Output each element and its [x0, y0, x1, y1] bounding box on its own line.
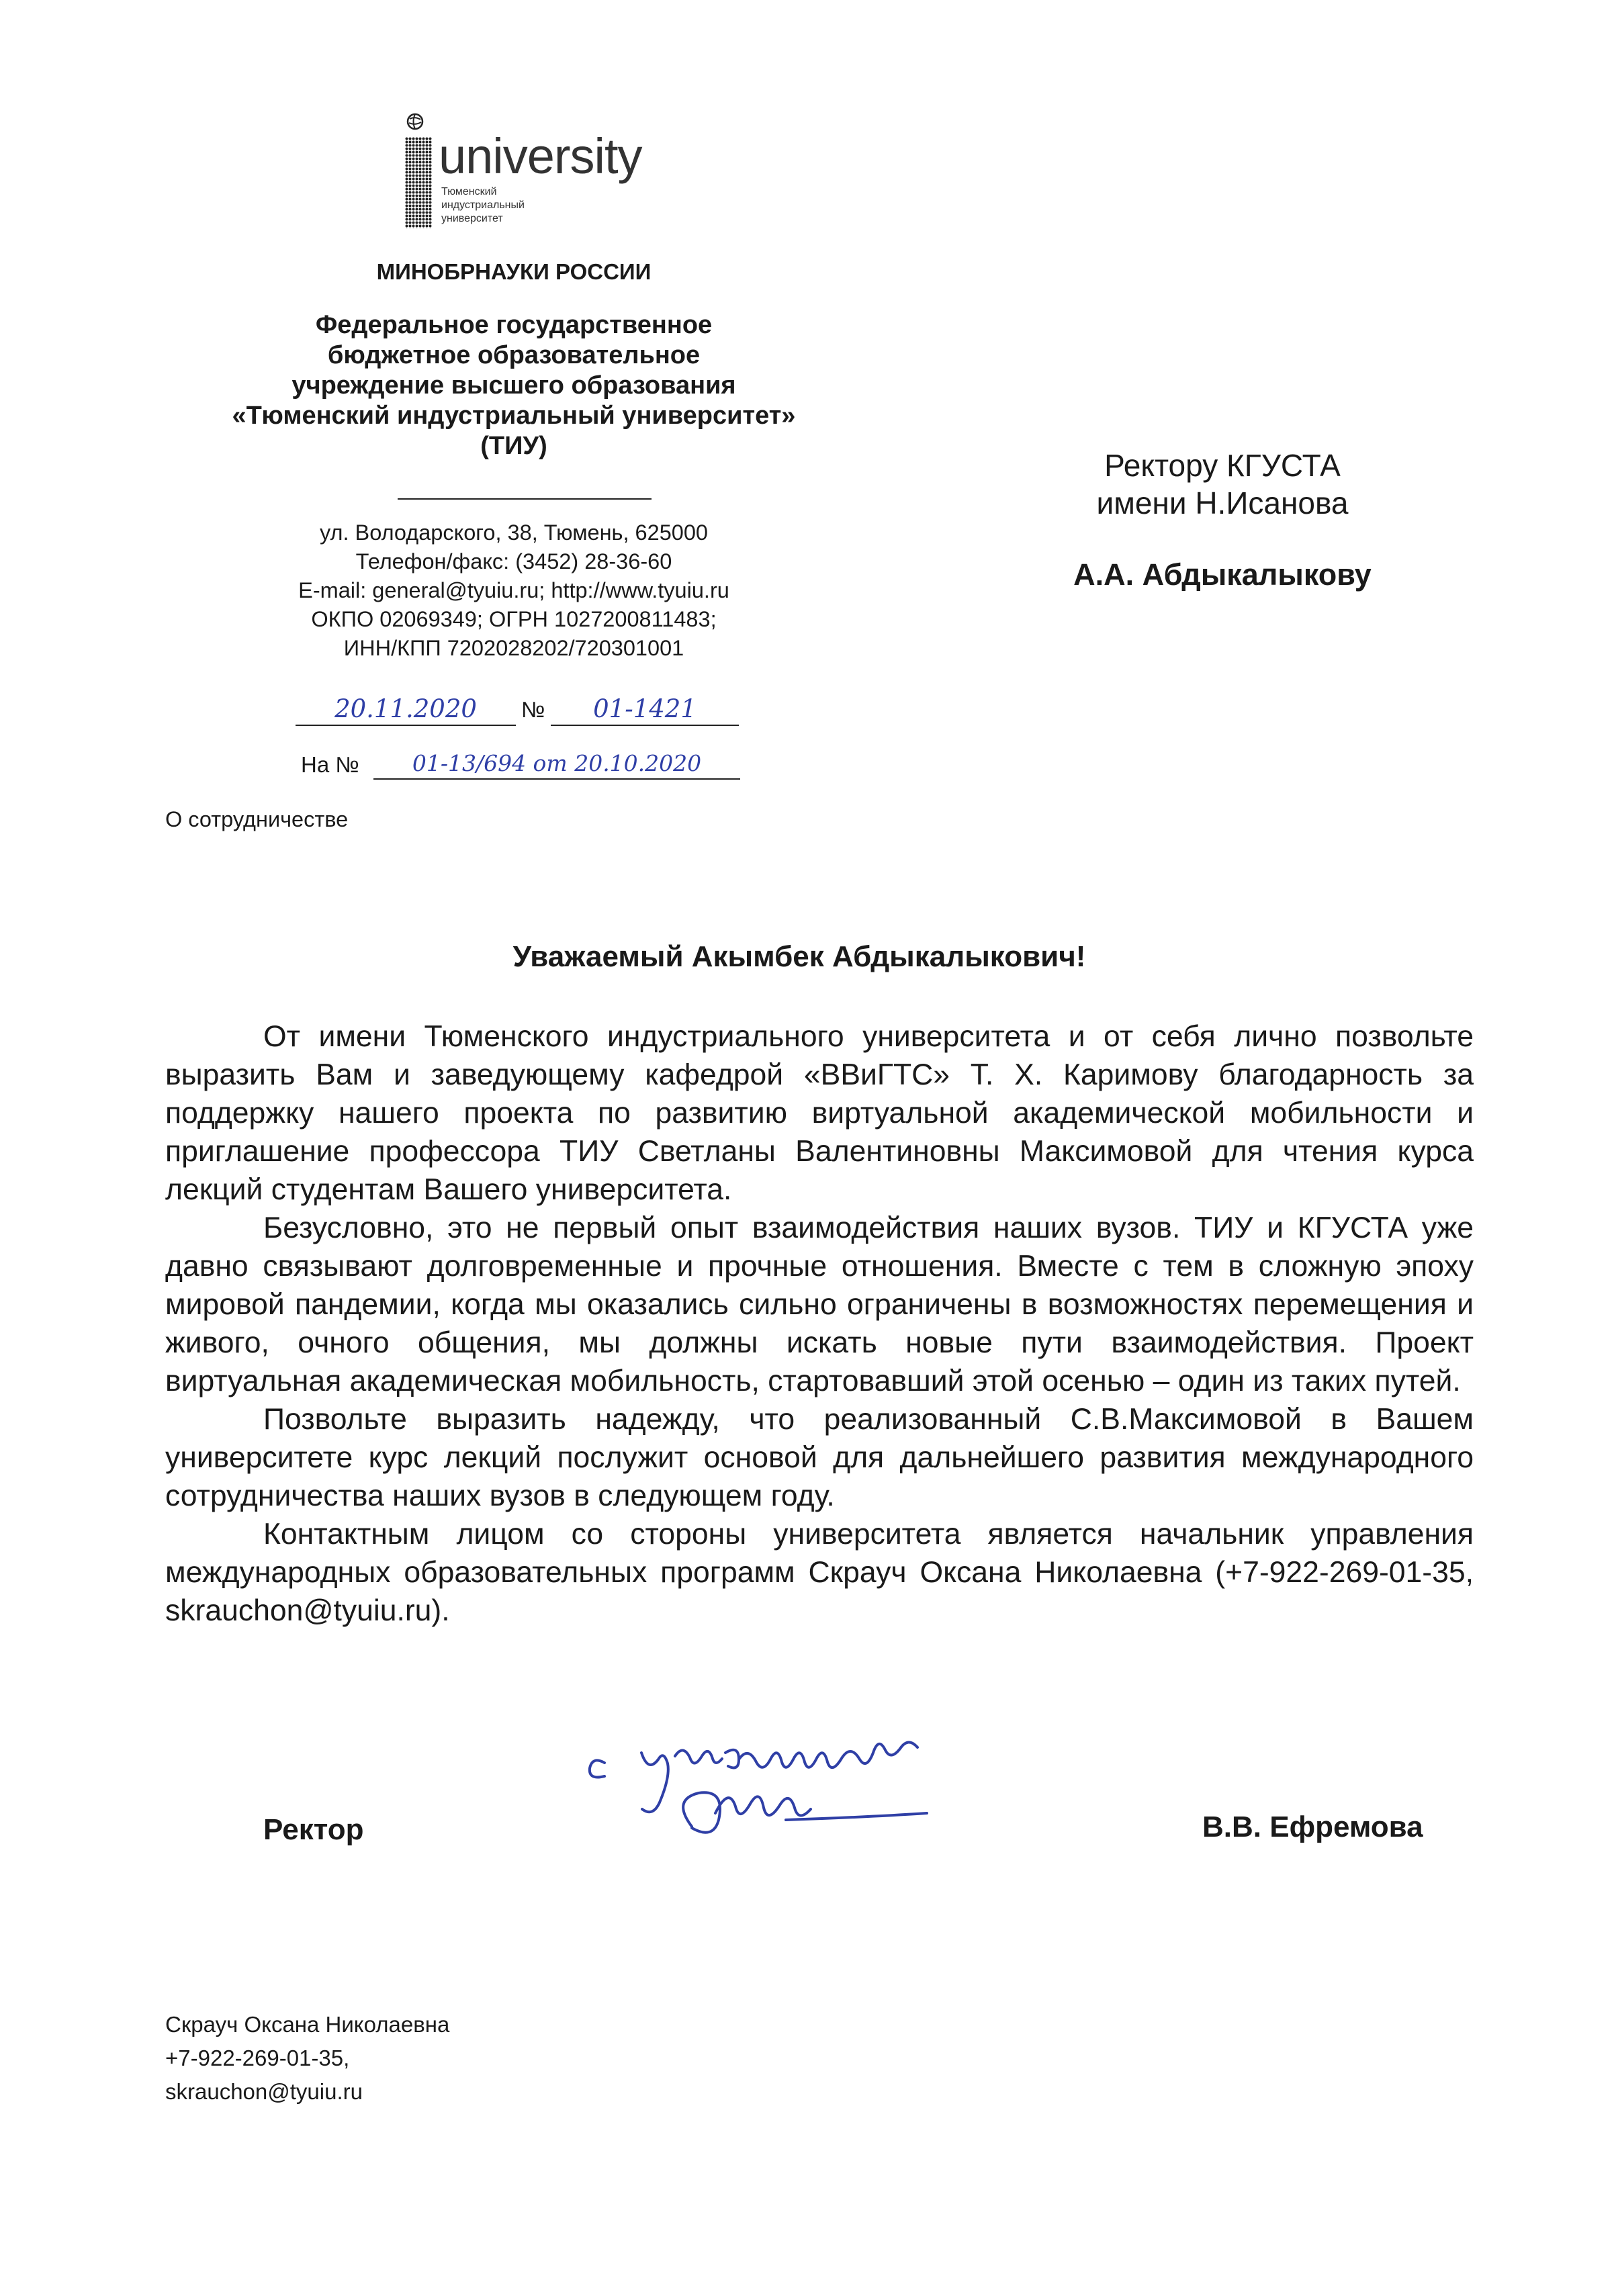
handwritten-signature [584, 1726, 1041, 1867]
logo-wordmark: university [439, 128, 642, 184]
globe-icon [406, 113, 424, 130]
logo-subtitle: Тюменский индустриальный университет [441, 186, 525, 224]
header-divider [398, 498, 652, 500]
contact-email: skrauchon@tyuiu.ru [165, 2079, 363, 2104]
contact-name: Скрауч Оксана Николаевна [165, 2012, 450, 2037]
signatory-title: Ректор [263, 1813, 364, 1846]
reference-number: 01-13/694 от 20.10.2020 [373, 749, 740, 780]
letter-body [165, 1017, 1474, 1630]
university-logo [393, 113, 662, 234]
paragraph: Позвольте выразить надежду, что реализованный С.В.Максимовой в Вашем университете курс лекций послужит основой для дальнейшего развития международного сотрудничества наших вузов в следующем году. [165, 1403, 1474, 1512]
addressee-block: Ректору КГУСТА имени Н.Исанова [1096, 448, 1349, 520]
signatory-name: В.В. Ефремова [1202, 1810, 1423, 1843]
organization-name: Федеральное государственное бюджетное образовательное учреждение высшего образования «Тюменский индустриальный университет» (ТИУ) [232, 311, 796, 460]
number-label: № [521, 697, 545, 722]
salutation: Уважаемый Акымбек Абдыкалыкович! [512, 940, 1086, 973]
letter-subject: О сотрудничестве [165, 807, 349, 831]
outgoing-date: 20.11.2020 [296, 694, 516, 726]
paragraph: Безусловно, это не первый опыт взаимодействия наших вузов. ТИУ и КГУСТА уже давно связывают долговременные и прочные отношения. Вместе с тем в сложную эпоху мировой пандемии, когда мы оказались сильно ограничены в возможностях перемещения и живого, очного общения, мы должны искать новые пути взаимодействия. Проект виртуальная академическая мобильность, стартовавший этой осенью – один из таких путей. [165, 1211, 1474, 1397]
outgoing-number: 01-1421 [551, 694, 739, 726]
contact-phone: +7-922-269-01-35, [165, 2046, 350, 2070]
addressee-name: А.А. Абдыкалыкову [1073, 557, 1372, 592]
paragraph: От имени Тюменского индустриального университета и от себя лично позвольте выразить Вам и заведующему кафедрой «ВВиГТС» Т. Х. Каримову благодарность за поддержку нашего проекта по развитию виртуальной академической мобильности и приглашение профессора ТИУ Светланы Валентиновны Максимовой для чтения курса лекций студентам Вашего университета. [165, 1020, 1474, 1206]
logo-dot-grid [405, 137, 432, 228]
reference-label: На № [301, 752, 359, 777]
ministry-heading: МИНОБРНАУКИ РОССИИ [376, 259, 652, 284]
organization-address: ул. Володарского, 38, Тюмень, 625000 Телефон/факс: (3452) 28-36-60 E-mail: general@tyuiu.ru; http://www.tyuiu.ru ОКПО 02069349; ОГРН 1027200811483; ИНН/КПП 7202028202/720301001 [298, 520, 729, 660]
paragraph: Контактным лицом со стороны университета является начальник управления международных образовательных программ Скрауч Оксана Николаевна (+7-922-269-01-35, skrauchon@tyuiu.ru). [165, 1518, 1474, 1627]
contact-person-block [165, 2008, 449, 2109]
